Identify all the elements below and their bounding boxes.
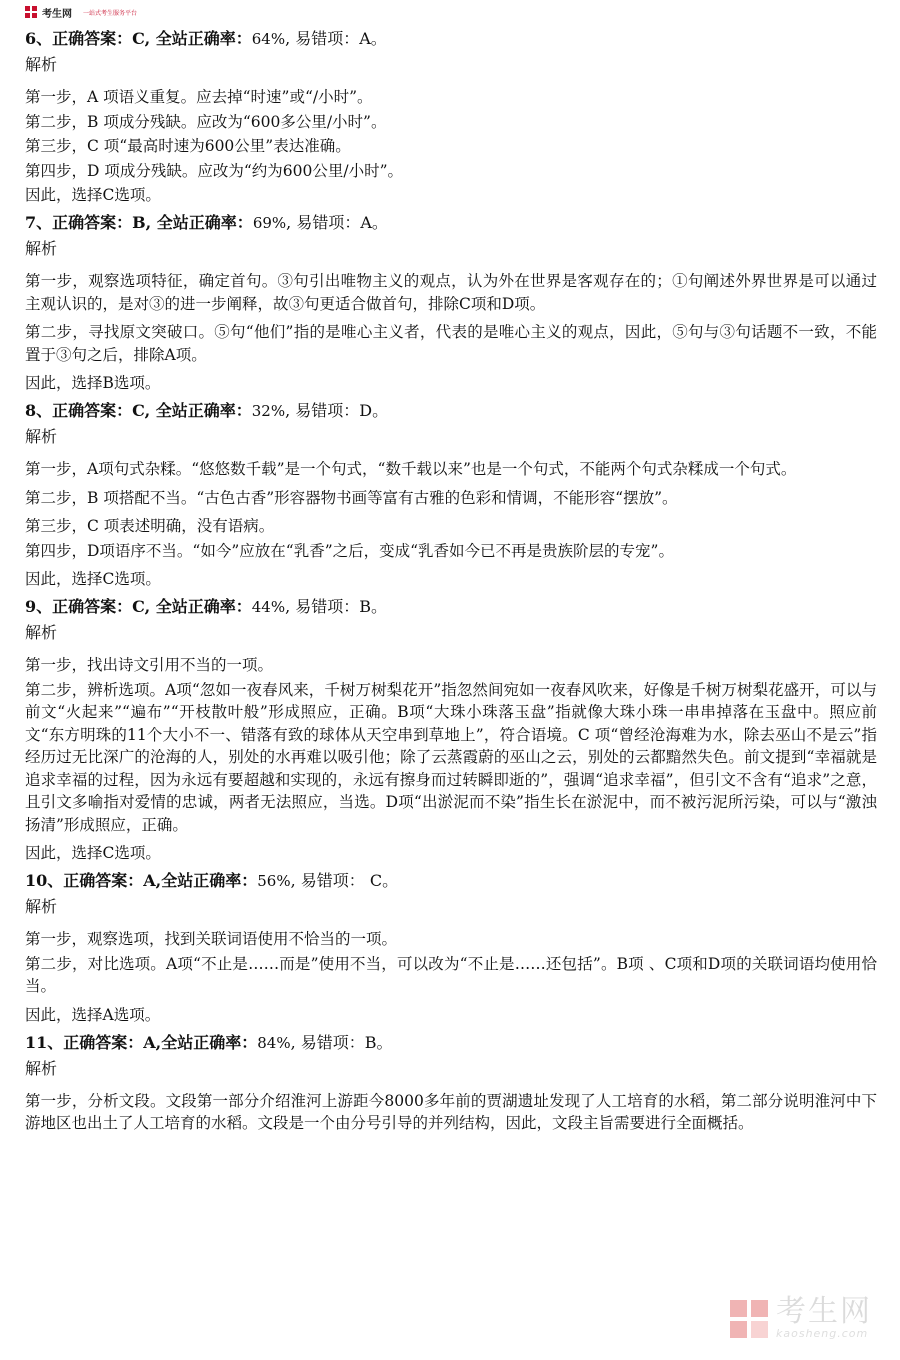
analysis-step: 第三步，C 项“最高时速为600公里”表达准确。 bbox=[25, 137, 351, 155]
analysis-label: 解析 bbox=[25, 427, 58, 446]
analysis-step: 第一步，A项句式杂糅。“悠悠数千载”是一个句式，“数千载以来”也是一个句式，不能两个句式杂糅成一个句式。 bbox=[25, 460, 797, 478]
analysis-step: 第一步，观察选项，找到关联词语使用不恰当的一项。 bbox=[25, 930, 398, 948]
answer-header bbox=[25, 28, 877, 50]
answer-lead: 6、正确答案：C, 全站正确率： bbox=[25, 29, 252, 48]
accuracy-rate: 44% bbox=[251, 598, 286, 616]
answer-lead: 11、正确答案：A,全站正确率： bbox=[25, 1032, 258, 1052]
accuracy-rate: 64% bbox=[251, 30, 286, 48]
conclusion: 因此，选择C选项。 bbox=[25, 186, 161, 204]
analysis-step: 第四步，D 项成分残缺。应改为“约为600公里/小时”。 bbox=[25, 161, 404, 180]
question-block bbox=[25, 1032, 877, 1135]
watermark bbox=[730, 1294, 872, 1340]
analysis-step: 第二步，B 项搭配不当。“古色古香”形容器物书画等富有古雅的色彩和情调，不能形容“摆放”。 bbox=[25, 488, 678, 507]
conclusion: 因此，选择B选项。 bbox=[25, 374, 161, 392]
analysis-step: 第四步，D项语序不当。“如今”应放在“乳香”之后，变成“乳香如今已不再是贵族阶层的专宠”。 bbox=[25, 541, 674, 560]
question-block bbox=[25, 28, 877, 206]
answer-lead: 7、正确答案：B, 全站正确率： bbox=[25, 213, 253, 232]
conclusion: 因此，选择C选项。 bbox=[25, 570, 161, 588]
answer-header bbox=[25, 1032, 877, 1054]
watermark-name: 考生网 bbox=[776, 1294, 872, 1329]
question-block bbox=[25, 596, 877, 864]
error-prone-option: , 易错项：B。 bbox=[290, 1032, 393, 1052]
conclusion: 因此，选择A选项。 bbox=[25, 1005, 161, 1024]
analysis-label: 解析 bbox=[25, 55, 58, 74]
error-prone-option: , 易错项：D。 bbox=[285, 401, 389, 420]
analysis-step: 第一步，找出诗文引用不当的一项。 bbox=[25, 656, 274, 674]
question-block bbox=[25, 870, 877, 1026]
conclusion: 因此，选择C选项。 bbox=[25, 844, 161, 862]
analysis-label: 解析 bbox=[25, 239, 58, 258]
analysis-step: 第三步，C 项表述明确，没有语病。 bbox=[25, 517, 275, 535]
analysis-step: 第二步，寻找原文突破口。⑤句“他们”指的是唯心主义者，代表的是唯心主义的观点，因此，⑤句与③句话题不一致，不能置于③句之后，排除A项。 bbox=[25, 323, 877, 364]
watermark-url: kaosheng.com bbox=[776, 1327, 869, 1340]
error-prone-option: , 易错项：A。 bbox=[286, 213, 388, 232]
error-prone-option: , 易错项：B。 bbox=[285, 597, 388, 616]
page-header bbox=[25, 4, 137, 20]
accuracy-rate: 84% bbox=[257, 1033, 291, 1052]
analysis-step: 第二步，B 项成分残缺。应改为“600多公里/小时”。 bbox=[25, 112, 387, 131]
accuracy-rate: 69% bbox=[252, 214, 287, 232]
logo-icon bbox=[25, 6, 37, 18]
analysis-step: 第一步，A 项语义重复。应去掉“时速”或“/小时”。 bbox=[25, 88, 373, 106]
analysis-label: 解析 bbox=[25, 623, 58, 642]
answer-lead: 8、正确答案：C, 全站正确率： bbox=[25, 401, 252, 420]
watermark-logo-icon bbox=[730, 1300, 768, 1338]
analysis-step: 第二步，对比选项。A项“不止是……而是”使用不当，可以改为“不止是……还包括”。B项 、C项和D项的关联词语均使用恰当。 bbox=[25, 954, 877, 995]
answer-lead: 10、正确答案：A,全站正确率： bbox=[25, 871, 258, 890]
accuracy-rate: 32% bbox=[251, 402, 286, 420]
analysis-step: 第二步，辨析选项。A项“忽如一夜春风来，千树万树梨花开”指忽然间宛如一夜春风吹来，好像是千树万树梨花盛开，可以与前文“火起来”“遍布”“开枝散叶般”形成照应，正确。B项“大珠小珠落玉盘”指就像大珠小珠一串串掉落在玉盘中。照应前文“东方明珠的11个大小不一、错落有致的球体从天空串到草地上”，符合语境。C 项“曾经沧海难为水，除去巫山不是云”指经历过无比深广的沧海的人，别处的水再难以吸引他；除了云蒸霞蔚的巫山之云，别处的云都黯然失色。前文提到“幸福就是追求幸福的过程，因为永远有要超越和实现的，永远有擦身而过转瞬即逝的”，强调“追求幸福”，但引文不含有“追求”之意，且引文多喻指对爱情的忠诚，两者无法照应，当选。D项“出淤泥而不染”指生长在淤泥中，而不被污泥所污染，可以与“激浊扬清”形成照应，正确。 bbox=[25, 680, 877, 834]
brand-name: 考生网 bbox=[42, 8, 72, 20]
answer-header bbox=[25, 596, 877, 618]
accuracy-rate: 56% bbox=[257, 872, 291, 890]
analysis-label: 解析 bbox=[25, 897, 58, 916]
analysis-step: 第一步，分析文段。文段第一部分介绍淮河上游距今8000多年前的贾湖遗址发现了人工培育的水稻，第二部分说明淮河中下游地区也出土了人工培育的水稻。文段是一个由分号引导的并列结构，因此，文段主旨需要进行全面概括。 bbox=[25, 1091, 877, 1132]
answer-header bbox=[25, 400, 877, 422]
answer-header bbox=[25, 212, 877, 234]
answer-list bbox=[25, 28, 877, 1141]
error-prone-option: , 易错项：A。 bbox=[285, 29, 387, 48]
question-block bbox=[25, 400, 877, 590]
question-block bbox=[25, 212, 877, 394]
analysis-label: 解析 bbox=[25, 1058, 58, 1078]
answer-header bbox=[25, 870, 877, 892]
brand-slogan: 一站式考生服务平台 bbox=[83, 9, 138, 17]
answer-lead: 9、正确答案：C, 全站正确率： bbox=[25, 597, 252, 616]
error-prone-option: , 易错项： C。 bbox=[290, 871, 399, 890]
analysis-step: 第一步，观察选项特征，确定首句。③句引出唯物主义的观点，认为外在世界是客观存在的；①句阐述外界世界是可以通过主观认识的，是对③的进一步阐释，故③句更适合做首句，排除C项和D项。 bbox=[25, 272, 877, 313]
